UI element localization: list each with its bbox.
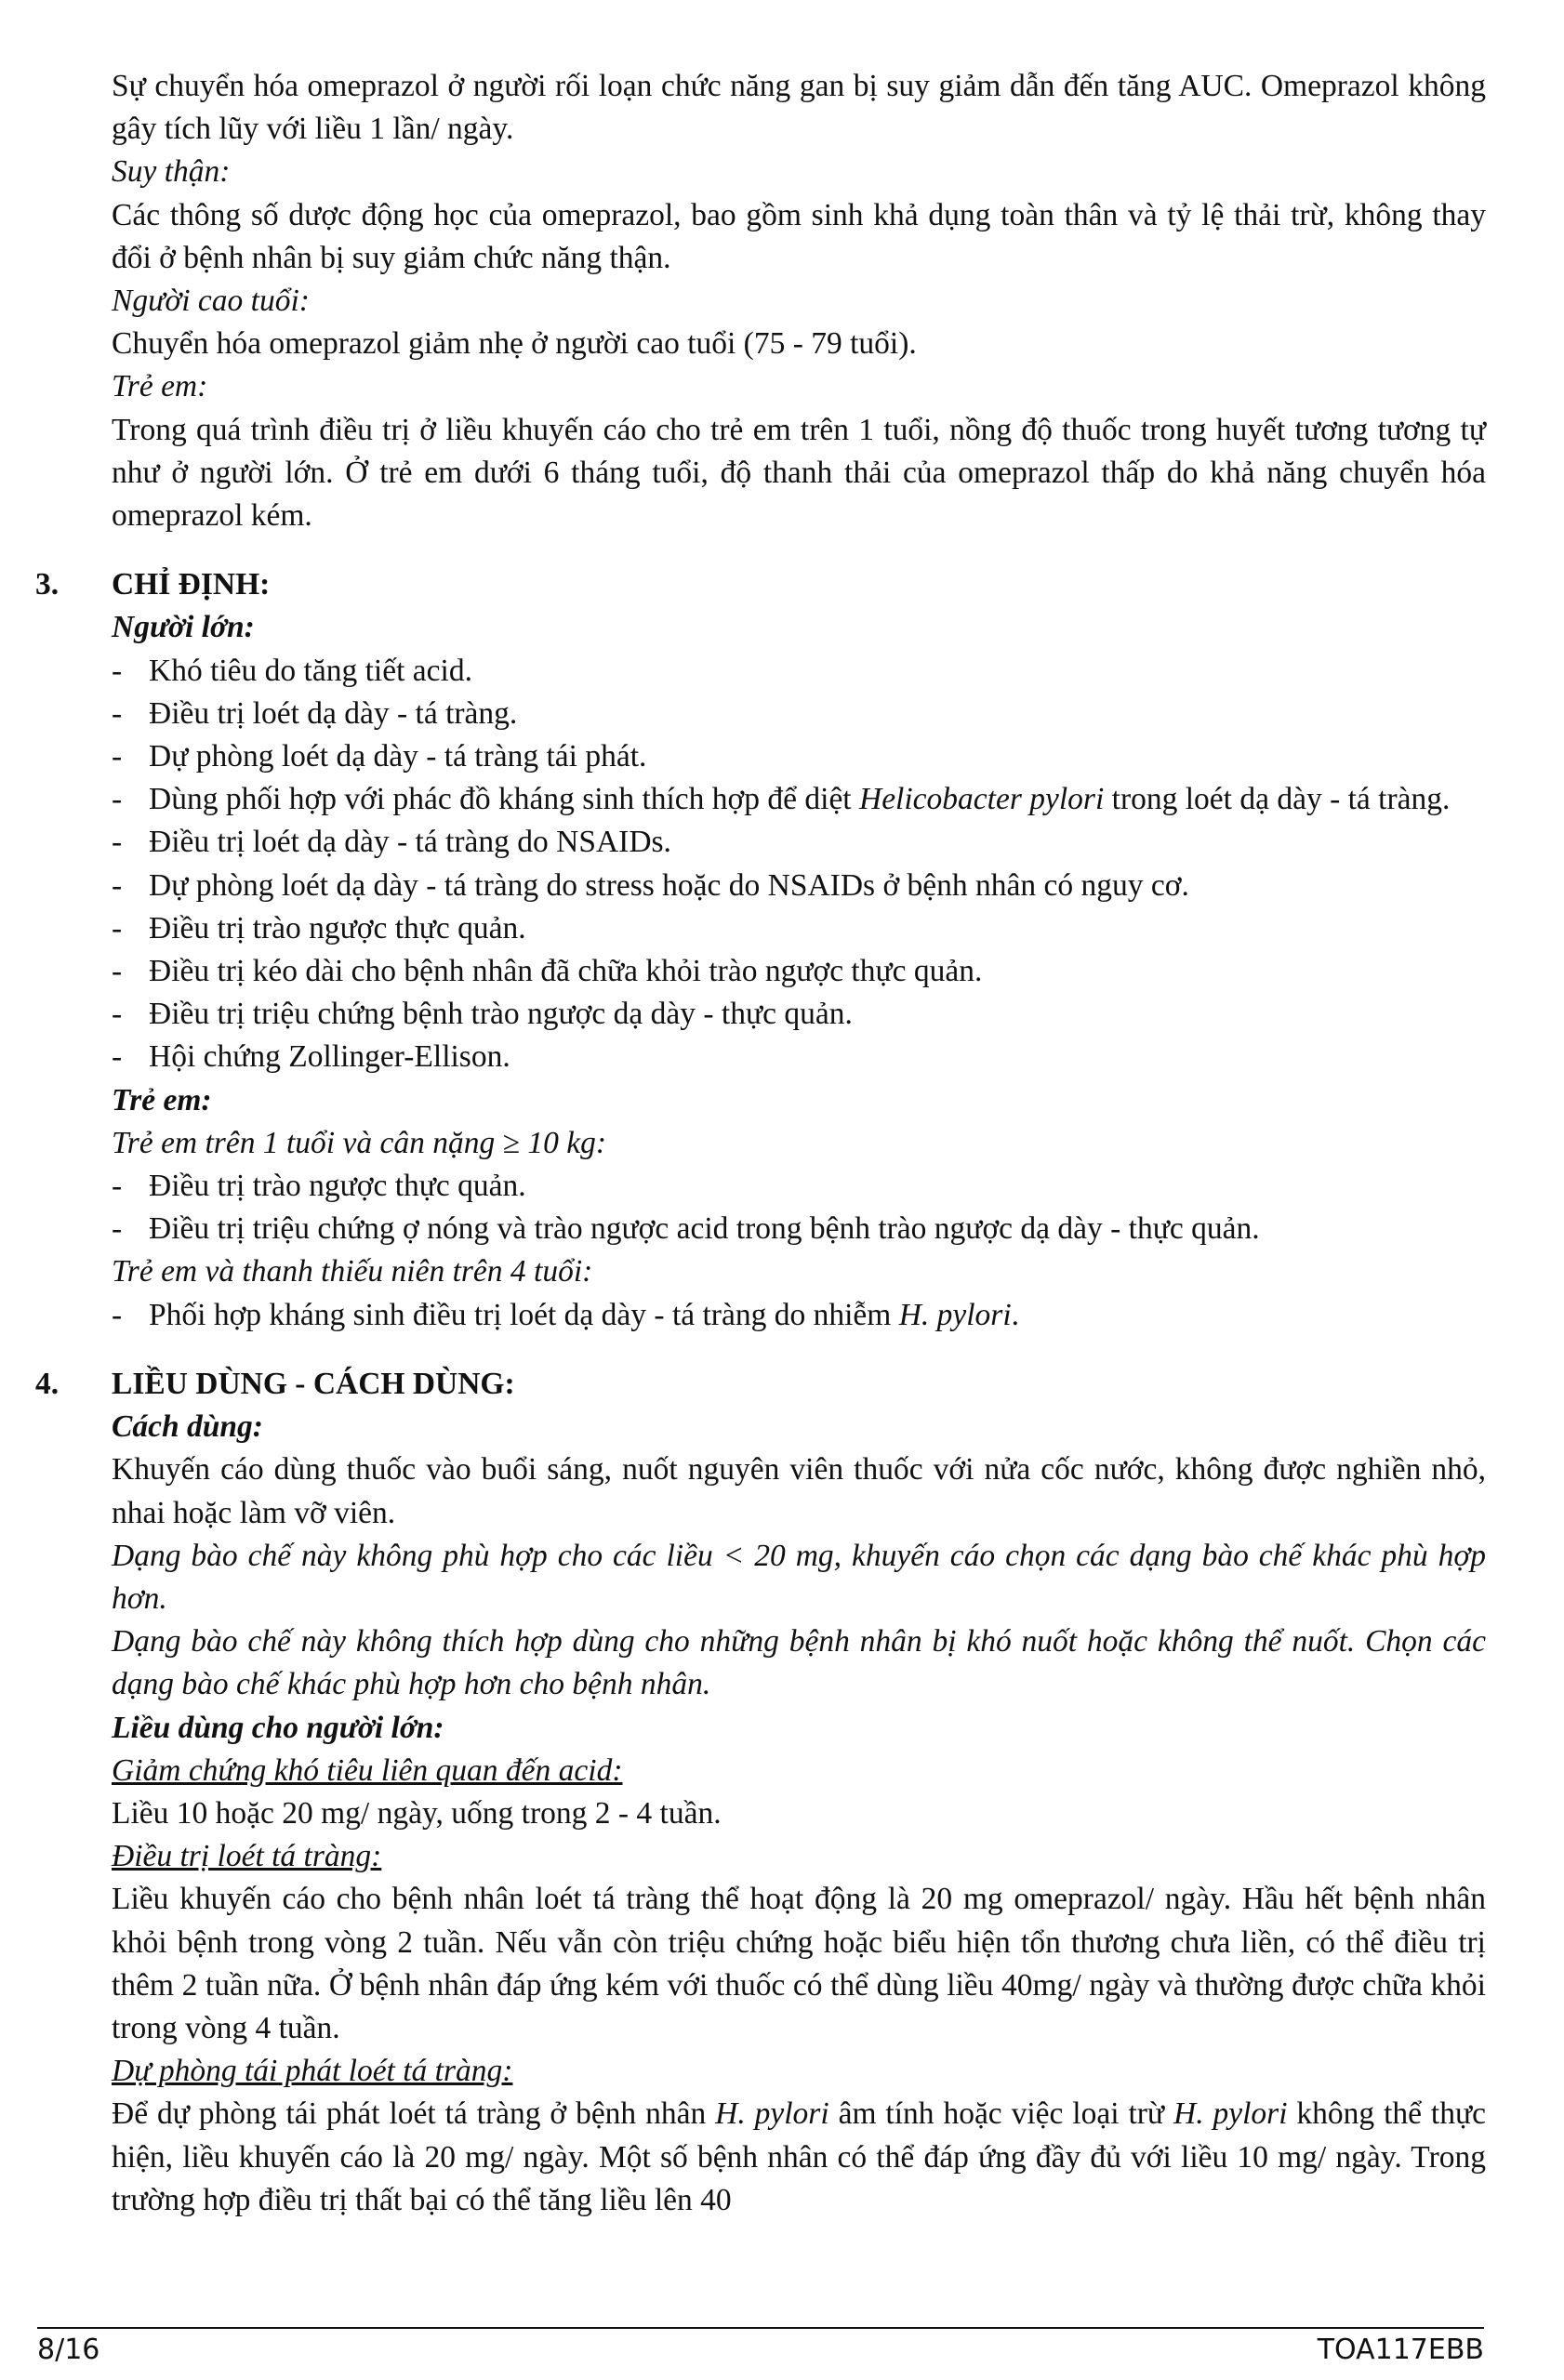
prevention-text-2: âm tính hoặc việc loại trừ xyxy=(828,2096,1173,2132)
list-item xyxy=(112,650,1486,693)
list-item xyxy=(112,778,1486,821)
bullet-dash: - xyxy=(112,782,123,817)
list-item xyxy=(112,950,1486,993)
list-item xyxy=(112,1165,1486,1208)
pharmacokinetics-section xyxy=(112,65,1486,537)
list-item-text-end: trong loét dạ dày - tá tràng. xyxy=(1104,782,1451,817)
usage-paragraph: Khuyến cáo dùng thuốc vào buổi sáng, nuốt nguyên viên thuốc với nửa cốc nước, không được nghiền nhỏ, nhai hoặc làm vỡ viên. xyxy=(112,1452,1486,1530)
section-title: LIỀU DÙNG - CÁCH DÙNG: xyxy=(112,1366,515,1401)
section-number: 4. xyxy=(35,1366,60,1401)
prevention-title: Dự phòng tái phát loét tá tràng: xyxy=(112,2054,513,2089)
document-page xyxy=(35,65,1487,2222)
adult-dose-subtitle: Liều dùng cho người lớn: xyxy=(112,1710,444,1745)
section-heading-dosage xyxy=(35,1363,1486,1406)
list-item xyxy=(112,821,1486,864)
usage-note-1: Dạng bào chế này không phù hợp cho các liều < 20 mg, khuyến cáo chọn các dạng bào chế khác phù hợp hơn. xyxy=(112,1538,1486,1616)
list-item-text: Dự phòng loét dạ dày - tá tràng tái phát. xyxy=(149,739,647,774)
bullet-dash: - xyxy=(112,825,123,860)
bullet-dash: - xyxy=(112,1039,123,1075)
list-item-italic: Helicobacter pylori xyxy=(859,782,1105,817)
usage-note-2: Dạng bào chế này không thích hợp dùng cho những bệnh nhân bị khó nuốt hoặc không thể nuốt. Chọn các dạng bào chế khác phù hợp hơn cho bệnh nhân. xyxy=(112,1624,1486,1702)
bullet-dash: - xyxy=(112,1211,123,1247)
prevention-text-1: Để dự phòng tái phát loét tá tràng ở bệnh nhân xyxy=(112,2096,716,2132)
list-item xyxy=(112,1036,1486,1078)
list-item-text: Điều trị trào ngược thực quản. xyxy=(149,910,526,945)
children-subtitle: Trẻ em: xyxy=(112,369,208,404)
indications-section xyxy=(35,563,1486,1337)
bullet-dash: - xyxy=(112,867,123,903)
prevention-text-3: không thể thực hiện, liều khuyến cáo là 20 mg/ ngày. Một số bệnh nhân có thể đáp ứng đầy đủ với liều 10 mg/ ngày. Trong trường hợp điều trị thất bại có thể tăng liều lên 40 xyxy=(112,2096,1487,2217)
list-item-text-end: . xyxy=(1011,1297,1020,1332)
page-number: 8/16 xyxy=(37,2334,100,2366)
list-item-text: Hội chứng Zollinger-Ellison. xyxy=(149,1039,510,1075)
duodenal-title: Điều trị loét tá tràng: xyxy=(112,1839,382,1874)
list-item xyxy=(112,735,1486,778)
dyspepsia-title: Giảm chứng khó tiêu liên quan đến acid: xyxy=(112,1752,623,1788)
bullet-dash: - xyxy=(112,1169,123,1204)
list-item xyxy=(112,1208,1486,1250)
kidney-subtitle: Suy thận: xyxy=(112,154,231,190)
list-item xyxy=(112,1294,1486,1337)
footer-rule xyxy=(37,2327,1484,2329)
child-group-1-title: Trẻ em trên 1 tuổi và cân nặng ≥ 10 kg: xyxy=(112,1125,606,1160)
list-item-italic: H. pylori xyxy=(898,1297,1012,1332)
bullet-dash: - xyxy=(112,653,123,688)
page-footer xyxy=(37,2334,1484,2366)
elderly-subtitle: Người cao tuổi: xyxy=(112,284,310,319)
children-paragraph: Trong quá trình điều trị ở liều khuyến cáo cho trẻ em trên 1 tuổi, nồng độ thuốc trong huyết tương tương tự như ở người lớn. Ở trẻ em dưới 6 tháng tuổi, độ thanh thải của omeprazol thấp do khả năng chuyển hóa omeprazol kém. xyxy=(112,412,1486,534)
dyspepsia-paragraph: Liều 10 hoặc 20 mg/ ngày, uống trong 2 - 4 tuần. xyxy=(112,1795,722,1831)
list-item-text: Dự phòng loét dạ dày - tá tràng do stress hoặc do NSAIDs ở bệnh nhân có nguy cơ. xyxy=(149,867,1189,903)
list-item-text: Điều trị kéo dài cho bệnh nhân đã chữa khỏi trào ngược thực quản. xyxy=(149,954,983,989)
bullet-dash: - xyxy=(112,910,123,945)
dosage-section xyxy=(35,1363,1487,2222)
list-item-text: Dùng phối hợp với phác đồ kháng sinh thích hợp để diệt xyxy=(149,782,859,817)
child-subtitle: Trẻ em: xyxy=(112,1082,212,1117)
prevention-italic-1: H. pylori xyxy=(715,2096,829,2132)
list-item-text: Điều trị triệu chứng ợ nóng và trào ngược acid trong bệnh trào ngược dạ dày - thực quản. xyxy=(149,1211,1260,1247)
list-item-text: Khó tiêu do tăng tiết acid. xyxy=(149,653,472,688)
usage-subtitle: Cách dùng: xyxy=(112,1409,263,1445)
child-indication-list-1 xyxy=(112,1165,1486,1250)
adult-indication-list xyxy=(112,650,1486,1079)
section-title: CHỈ ĐỊNH: xyxy=(112,567,271,602)
list-item xyxy=(112,693,1486,735)
elderly-paragraph: Chuyển hóa omeprazol giảm nhẹ ở người cao tuổi (75 - 79 tuổi). xyxy=(112,326,917,362)
list-item-text: Điều trị trào ngược thực quản. xyxy=(149,1169,526,1204)
list-item-text: Điều trị triệu chứng bệnh trào ngược dạ dày - thực quản. xyxy=(149,997,853,1032)
hepatic-paragraph: Sự chuyển hóa omeprazol ở người rối loạn chức năng gan bị suy giảm dẫn đến tăng AUC. Omeprazol không gây tích lũy với liều 1 lần/ ngày. xyxy=(112,69,1486,147)
list-item xyxy=(112,907,1486,950)
duodenal-paragraph: Liều khuyến cáo cho bệnh nhân loét tá tràng thể hoạt động là 20 mg omeprazol/ ngày. Hầu hết bệnh nhân khỏi bệnh trong vòng 2 tuần. Nếu vẫn còn triệu chứng hoặc biểu hiện tổn thương chưa liền, có thể điều trị thêm 2 tuần nữa. Ở bệnh nhân đáp ứng kém với thuốc có thể dùng liều 40mg/ ngày và thường được chữa khỏi trong vòng 4 tuần. xyxy=(112,1882,1486,2045)
adult-subtitle: Người lớn: xyxy=(112,610,255,645)
bullet-dash: - xyxy=(112,695,123,731)
list-item-text: Phối hợp kháng sinh điều trị loét dạ dày - tá tràng do nhiễm xyxy=(149,1297,899,1332)
kidney-paragraph: Các thông số dược động học của omeprazol, bao gồm sinh khả dụng toàn thân và tỷ lệ thải trừ, không thay đổi ở bệnh nhân bị suy giảm chức năng thận. xyxy=(112,197,1486,275)
bullet-dash: - xyxy=(112,739,123,774)
bullet-dash: - xyxy=(112,1297,123,1332)
list-item-text: Điều trị loét dạ dày - tá tràng do NSAIDs. xyxy=(149,825,671,860)
document-code: TOA117EBB xyxy=(1317,2334,1484,2366)
bullet-dash: - xyxy=(112,954,123,989)
bullet-dash: - xyxy=(112,997,123,1032)
list-item-text: Điều trị loét dạ dày - tá tràng. xyxy=(149,695,518,731)
list-item xyxy=(112,865,1486,907)
prevention-paragraph xyxy=(112,2093,1486,2222)
child-indication-list-2 xyxy=(112,1294,1486,1337)
section-number: 3. xyxy=(35,567,60,602)
section-heading-indications xyxy=(35,563,1486,606)
list-item xyxy=(112,993,1486,1036)
child-group-2-title: Trẻ em và thanh thiếu niên trên 4 tuổi: xyxy=(112,1254,593,1289)
prevention-italic-2: H. pylori xyxy=(1173,2096,1288,2132)
